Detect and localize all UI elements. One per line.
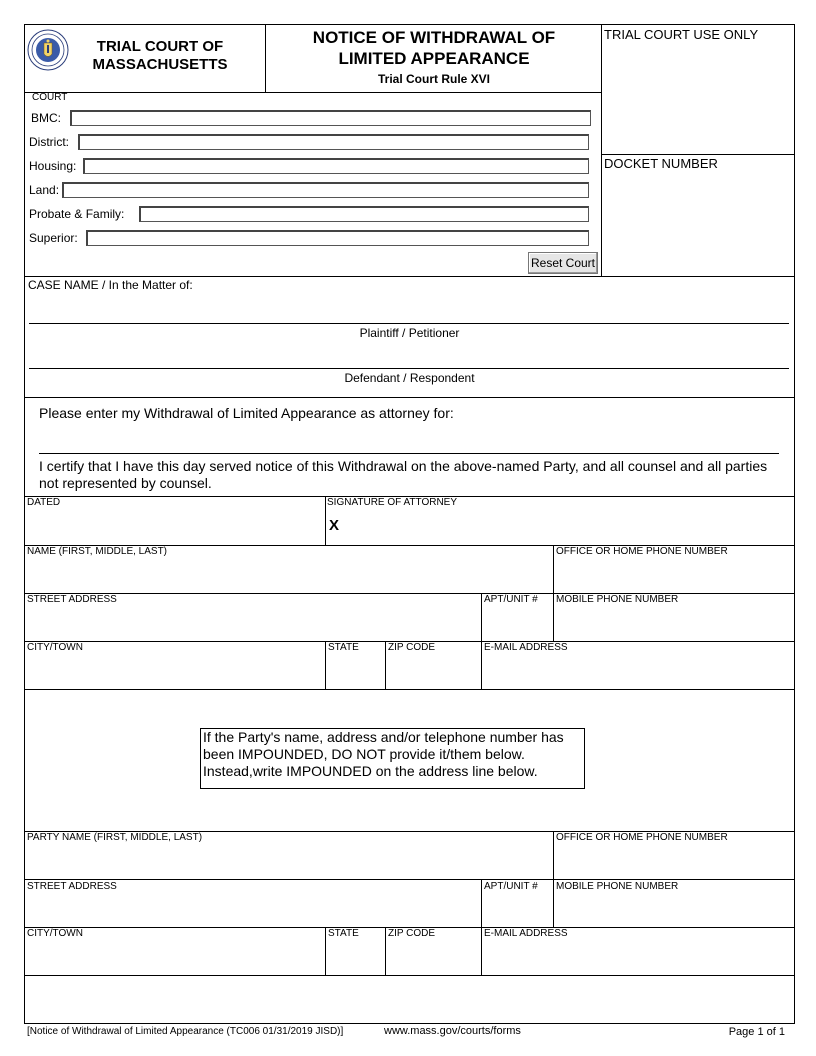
attorney-state-input[interactable] — [327, 656, 383, 688]
court-probate-label: Probate & Family: — [29, 207, 125, 221]
signature-label: SIGNATURE OF ATTORNEY — [327, 497, 458, 508]
docket-number-label: DOCKET NUMBER — [604, 156, 718, 171]
plaintiff-line — [29, 323, 789, 324]
defendant-line — [29, 368, 789, 369]
party-represented-input[interactable] — [39, 428, 779, 452]
attorney-office-phone-label: OFFICE OR HOME PHONE NUMBER — [556, 546, 728, 557]
court-bmc-input[interactable] — [70, 110, 591, 126]
court-superior-label: Superior: — [29, 231, 78, 245]
signature-input[interactable] — [345, 510, 793, 544]
attorney-street-label: STREET ADDRESS — [27, 594, 117, 605]
court-housing-input[interactable] — [83, 158, 589, 174]
attorney-apt-input[interactable] — [483, 608, 551, 640]
party-office-phone-label: OFFICE OR HOME PHONE NUMBER — [556, 832, 728, 843]
form-title-line2: LIMITED APPEARANCE — [338, 49, 530, 68]
party-city-label: CITY/TOWN — [27, 928, 83, 939]
divider — [325, 496, 326, 545]
divider — [24, 276, 795, 277]
party-apt-input[interactable] — [483, 895, 551, 926]
attorney-mobile-label: MOBILE PHONE NUMBER — [556, 594, 679, 605]
certify-statement: I certify that I have this day served notice of this Withdrawal on the above-named Party, and all counsel and all parties not represented by counsel. — [39, 458, 768, 491]
divider — [24, 975, 795, 976]
divider — [24, 593, 795, 594]
party-state-label: STATE — [328, 928, 359, 939]
court-housing-label: Housing: — [29, 159, 77, 173]
court-land-label: Land: — [29, 183, 60, 197]
attorney-office-phone-input[interactable] — [555, 560, 793, 592]
case-name-heading: CASE NAME / In the Matter of: — [28, 278, 193, 292]
attorney-state-label: STATE — [328, 642, 359, 653]
court-name-line1: TRIAL COURT OF — [96, 38, 224, 55]
footer-form-id: [Notice of Withdrawal of Limited Appearance (TC006 01/31/2019 JISD)] — [27, 1026, 344, 1037]
court-heading: COURT — [32, 92, 68, 103]
divider — [24, 689, 795, 690]
party-street-label: STREET ADDRESS — [27, 881, 117, 892]
plaintiff-input[interactable] — [29, 298, 789, 322]
footer-url: www.mass.gov/courts/forms — [384, 1025, 521, 1037]
court-land-input[interactable] — [62, 182, 589, 198]
divider — [24, 397, 795, 398]
reset-court-button[interactable]: Reset Court — [528, 252, 598, 274]
attorney-mobile-input[interactable] — [555, 608, 793, 640]
party-line — [39, 453, 779, 454]
attorney-apt-label: APT/UNIT # — [484, 594, 538, 605]
withdrawal-intro: Please enter my Withdrawal of Limited Appearance as attorney for: — [39, 405, 454, 421]
divider — [24, 879, 795, 880]
attorney-city-input[interactable] — [26, 656, 323, 688]
party-apt-label: APT/UNIT # — [484, 881, 538, 892]
impound-notice — [200, 728, 585, 789]
dated-input[interactable] — [26, 510, 323, 544]
attorney-name-label: NAME (FIRST, MIDDLE, LAST) — [27, 546, 168, 557]
plaintiff-label: Plaintiff / Petitioner — [359, 326, 460, 340]
divider — [385, 927, 386, 975]
court-district-input[interactable] — [78, 134, 589, 150]
party-email-label: E-MAIL ADDRESS — [484, 928, 568, 939]
impound-notice-text: If the Party's name, address and/or telephone number has been IMPOUNDED, DO NOT provide it/them below. Instead,write IMPOUNDED on the address line below. — [203, 729, 564, 779]
court-probate-input[interactable] — [139, 206, 589, 222]
court-superior-input[interactable] — [86, 230, 589, 246]
divider — [385, 641, 386, 689]
court-name-line2: MASSACHUSETTS — [92, 56, 228, 73]
defendant-input[interactable] — [29, 344, 789, 367]
form-subtitle: Trial Court Rule XVI — [377, 72, 491, 86]
divider — [601, 154, 795, 155]
form-title-line1: NOTICE OF WITHDRAWAL OF — [312, 28, 556, 47]
court-district-label: District: — [29, 135, 69, 149]
party-email-input[interactable] — [483, 942, 793, 974]
party-state-input[interactable] — [327, 942, 383, 974]
court-bmc-label: BMC: — [31, 111, 61, 125]
footer-page-number: Page 1 of 1 — [728, 1026, 785, 1038]
attorney-zip-input[interactable] — [387, 656, 479, 688]
divider — [325, 927, 326, 975]
defendant-label: Defendant / Respondent — [344, 371, 475, 385]
docket-number-field[interactable] — [602, 174, 794, 274]
trial-court-use-only: TRIAL COURT USE ONLY — [604, 27, 759, 42]
attorney-zip-label: ZIP CODE — [388, 642, 436, 653]
court-name — [75, 38, 245, 74]
party-name-label: PARTY NAME (FIRST, MIDDLE, LAST) — [27, 832, 203, 843]
divider — [325, 641, 326, 689]
party-zip-input[interactable] — [387, 942, 479, 974]
party-city-input[interactable] — [26, 942, 323, 974]
attorney-email-label: E-MAIL ADDRESS — [484, 642, 568, 653]
attorney-email-input[interactable] — [483, 656, 793, 688]
form-title — [268, 27, 600, 69]
attorney-city-label: CITY/TOWN — [27, 642, 83, 653]
divider — [24, 92, 601, 93]
party-zip-label: ZIP CODE — [388, 928, 436, 939]
trial-court-use-area[interactable] — [602, 46, 794, 152]
party-mobile-input[interactable] — [555, 895, 793, 926]
attorney-street-input[interactable] — [26, 608, 479, 640]
party-office-phone-input[interactable] — [555, 846, 793, 878]
party-name-input[interactable] — [26, 846, 551, 878]
massachusetts-seal-icon — [27, 29, 69, 71]
signature-mark: X — [329, 517, 340, 534]
party-mobile-label: MOBILE PHONE NUMBER — [556, 881, 679, 892]
divider — [265, 24, 266, 92]
dated-label: DATED — [27, 497, 61, 508]
party-street-input[interactable] — [26, 895, 479, 926]
attorney-name-input[interactable] — [26, 560, 551, 592]
